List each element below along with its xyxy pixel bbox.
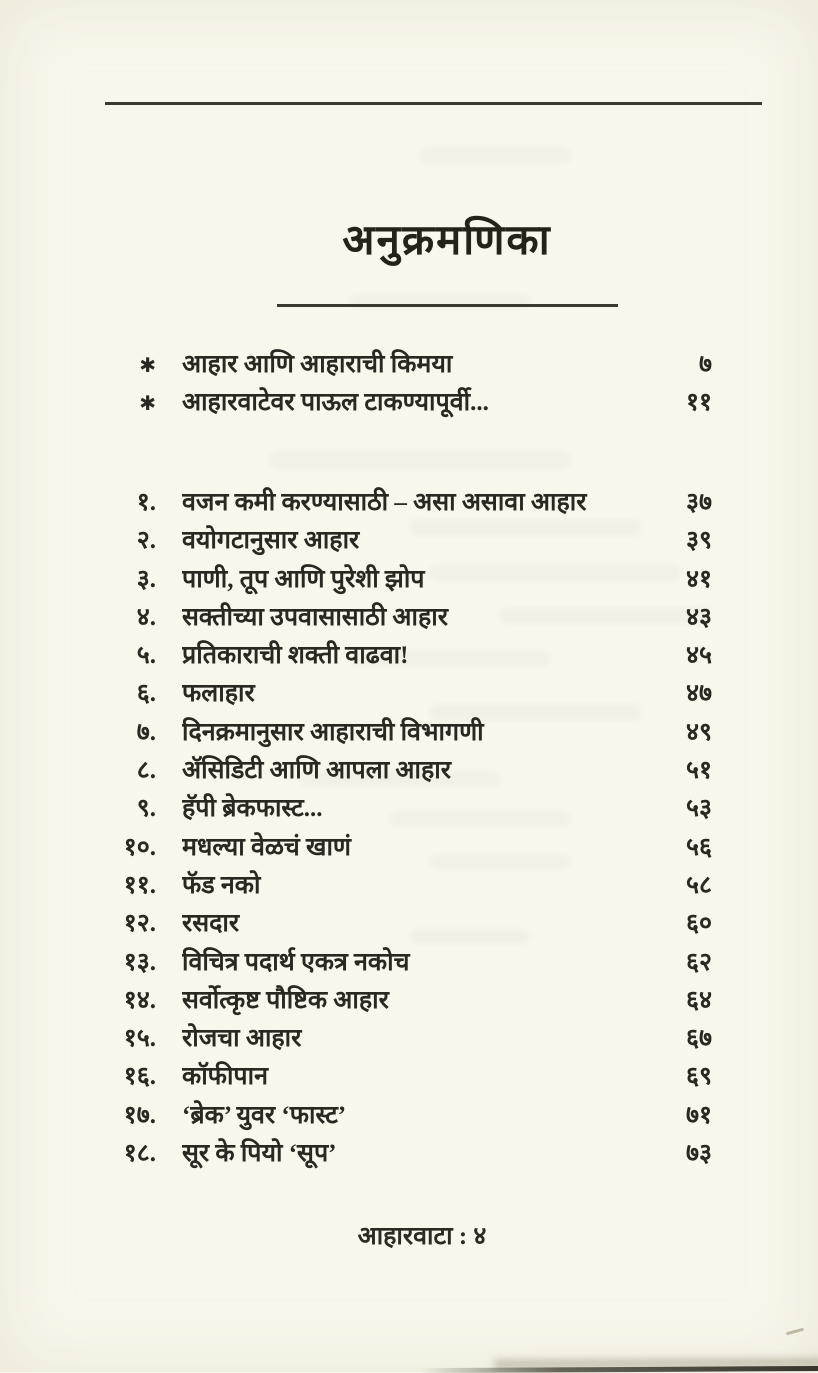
showthrough-ghost [420,148,570,163]
toc-item-title: ‘ब्रेक’ युवर ‘फास्ट’ [182,1101,347,1129]
toc-row [110,484,712,522]
toc-row [110,905,712,943]
toc-row [110,867,712,905]
numbered-toc-list [110,484,712,1173]
starred-toc-list [110,346,712,423]
footer-text: आहारवाटा : ४ [357,1223,487,1250]
toc-item-page-number: ५६ [685,833,712,861]
toc-row [110,982,712,1020]
toc-item-page-number: ६९ [685,1063,712,1091]
toc-item-marker: १७. [123,1101,156,1129]
toc-item-title: वयोगटानुसार आहार [182,527,360,555]
toc-row [110,1020,712,1058]
toc-item-page-number: ६० [685,910,712,938]
toc-item-page-number: ५३ [685,795,712,823]
showthrough-ghost [270,452,570,468]
toc-row [110,561,712,599]
toc-item-title: प्रतिकाराची शक्ती वाढवा! [182,642,409,670]
toc-item-marker: ✱ [139,353,156,377]
toc-item-page-number: ६७ [685,1025,712,1053]
toc-item-page-number: ६२ [685,948,712,976]
toc-item-title: फलाहार [182,680,255,708]
toc-item-title: सूर के पियो ‘सूप’ [182,1140,337,1168]
toc-item-page-number: ६४ [685,986,712,1014]
toc-item-page-number: ११ [685,389,712,417]
toc-item-marker: ✱ [139,391,156,416]
toc-item-marker: ४. [136,603,156,631]
toc-item-marker: २. [136,527,156,555]
toc-item-page-number: ४९ [685,718,712,746]
toc-row [110,1097,712,1135]
toc-item-title: वजन कमी करण्यासाठी – असा असावा आहार [182,489,587,516]
toc-item-page-number: ४१ [685,565,712,593]
toc-item-title: रोजचा आहार [182,1025,302,1053]
toc-row [110,522,712,560]
toc-row [110,1058,712,1096]
toc-item-marker: १२. [123,910,156,938]
toc-item-marker: १५. [123,1025,156,1053]
toc-row [110,384,712,422]
toc-item-page-number: ३९ [685,527,712,555]
toc-item-page-number: ७१ [685,1101,712,1129]
toc-item-marker: ९. [136,795,156,823]
toc-item-marker: ५. [136,642,156,670]
toc-item-marker: ३. [136,565,156,593]
toc-item-title: फॅड नको [182,871,261,899]
toc-item-title: सक्तीच्या उपवासासाठी आहार [182,603,448,631]
toc-item-title: विचित्र पदार्थ एकत्र नकोच [182,948,410,976]
toc-item-title: रसदार [182,910,240,938]
top-rule [105,102,762,105]
title-underline-rule [277,304,618,307]
toc-item-page-number: ७ [698,351,712,378]
toc-item-page-number: ४३ [685,603,712,631]
toc-item-marker: १०. [123,833,156,861]
toc-item-title: मधल्या वेळचं खाणं [182,833,352,861]
toc-row [110,944,712,982]
toc-item-page-number: ३७ [685,489,712,516]
paper-scuff-mark [786,1328,804,1336]
toc-item-page-number: ४७ [685,680,712,708]
toc-row [110,599,712,637]
toc-item-page-number: ५८ [685,871,712,899]
toc-item-marker: ७. [136,718,156,746]
toc-item-page-number: ७३ [685,1140,712,1168]
toc-item-marker: १८. [123,1140,156,1168]
toc-item-marker: ६. [136,680,156,708]
toc-item-marker: १३. [123,948,156,976]
toc-row [110,346,712,384]
page-title: अनुक्रमणिका [342,218,552,264]
toc-row [110,752,712,790]
toc-item-marker: १६. [123,1063,156,1091]
toc-row [110,675,712,713]
toc-row [110,714,712,752]
toc-row [110,1135,712,1173]
toc-row [110,637,712,675]
toc-item-title: ॲसिडिटी आणि आपला आहार [182,757,451,785]
toc-item-marker: ८. [136,757,156,785]
toc-item-title: दिनक्रमानुसार आहाराची विभागणी [182,718,484,746]
toc-item-title: पाणी, तूप आणि पुरेशी झोप [182,565,425,593]
toc-item-title: सर्वोत्कृष्ट पौष्टिक आहार [182,986,389,1014]
toc-item-title: आहार आणि आहाराची किमया [182,351,453,378]
toc-item-marker: १४. [123,986,156,1014]
toc-row [110,790,712,828]
toc-row [110,829,712,867]
toc-item-title: आहारवाटेवर पाऊल टाकण्यापूर्वी... [182,389,489,417]
toc-item-marker: १. [136,489,156,516]
toc-item-title: कॉफीपान [182,1063,268,1091]
toc-item-marker: ११. [123,871,156,899]
toc-item-page-number: ५१ [685,757,712,785]
page-footer [0,1218,818,1252]
toc-item-title: हॅपी ब्रेकफास्ट... [182,795,323,823]
toc-item-page-number: ४५ [685,642,712,670]
